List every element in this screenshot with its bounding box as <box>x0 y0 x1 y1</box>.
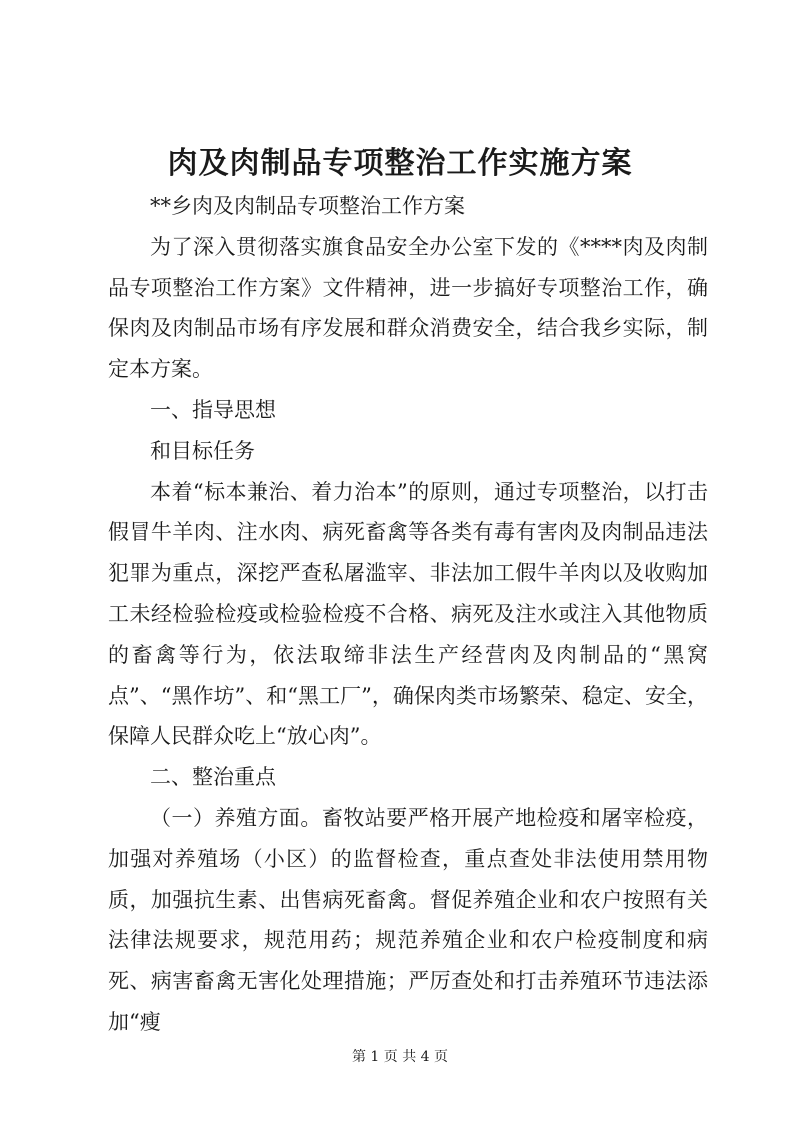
intro-paragraph: 为了深入贯彻落实旗食品安全办公室下发的《****肉及肉制品专项整治工作方案》文件精神，进一步搞好专项整治工作，确保肉及肉制品市场有序发展和群众消费安全，结合我乡实际，制定本方案。 <box>108 234 708 382</box>
breeding-paragraph: （一）养殖方面。畜牧站要严格开展产地检疫和屠宰检疫，加强对养殖场（小区）的监督检查，重点查处非法使用禁用物质，加强抗生素、出售病死畜禽。督促养殖企业和农户按照有关法律法规要求，规范用药；规范养殖企业和农户检疫制度和病死、病害畜禽无害化处理措施；严厉查处和打击养殖环节违法添加“瘦 <box>108 805 708 1034</box>
section-heading-guiding-ideology: 一、指导思想 <box>150 397 276 422</box>
section-heading-goals: 和目标任务 <box>150 438 255 463</box>
subtitle-paragraph: **乡肉及肉制品专项整治工作方案 <box>150 194 465 218</box>
principles-paragraph: 本着“标本兼治、着力治本”的原则，通过专项整治，以打击假冒牛羊肉、注水肉、病死畜禽等各类有毒有害肉及肉制品违法犯罪为重点，深挖严查私屠滥宰、非法加工假牛羊肉以及收购加工未经检验检疫或检验检疫不合格、病死及注水或注入其他物质的畜禽等行为，依法取缔非法生产经营肉及肉制品的“黑窝点”、“黑作坊”、和“黑工厂”，确保肉类市场繁荣、稳定、安全，保障人民群众吃上“放心肉”。 <box>108 479 708 749</box>
document-title: 肉及肉制品专项整治工作实施方案 <box>167 146 633 181</box>
document-body <box>108 186 708 1043</box>
page-footer: 第 1 页 共 4 页 <box>351 1049 449 1065</box>
section-heading-key-points: 二、整治重点 <box>150 765 276 790</box>
